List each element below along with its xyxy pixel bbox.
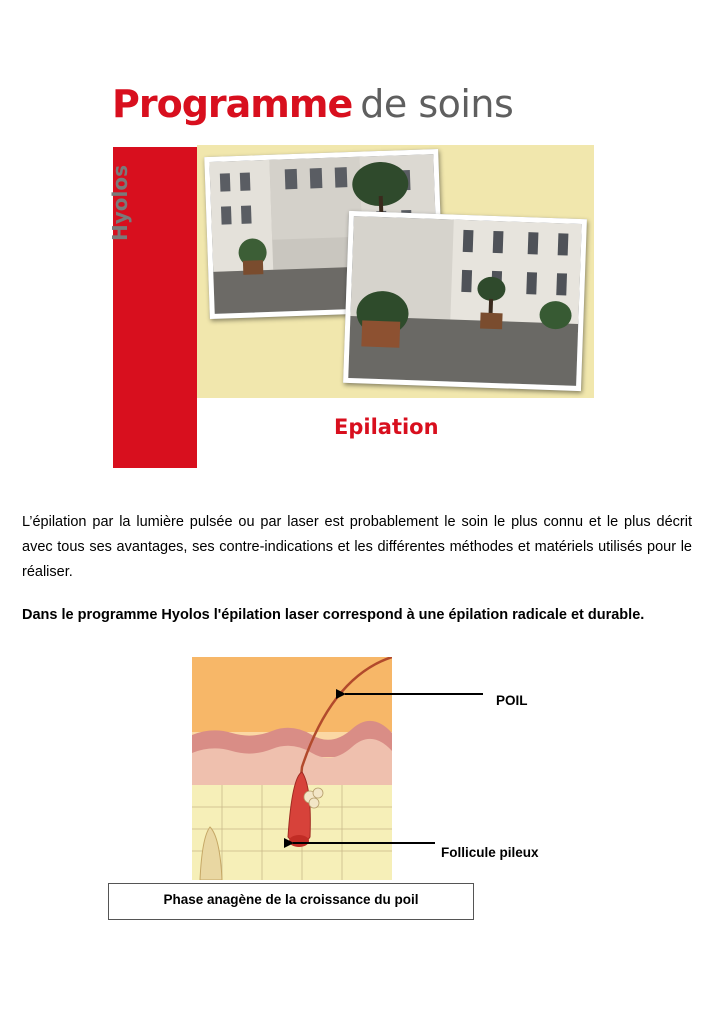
brand-vertical-label: Hyolos (108, 164, 132, 241)
follicle-label: Follicule pileux (441, 845, 539, 860)
banner-title-light: de soins (360, 82, 514, 126)
header-banner (108, 82, 594, 470)
banner-title-strong: Programme (112, 82, 353, 126)
banner-title (112, 82, 514, 126)
intro-paragraph: L’épilation par la lumière pulsée ou par laser est probablement le soin le plus connu et le plus décrit avec tous ses avantages, ses contre-indications et les différentes méthodes et matériels utilisés pour le réaliser. (22, 514, 692, 580)
hair-label: POIL (496, 693, 528, 708)
diagram-caption-box (108, 883, 474, 920)
hair-follicle-diagram (192, 657, 392, 880)
banner-subtitle: Epilation (334, 415, 439, 439)
key-statement: Dans le programme Hyolos l'épilation laser correspond à une épilation radicale et durable. (22, 607, 645, 623)
courtyard-photo-2 (343, 211, 587, 391)
diagram-caption: Phase anagène de la croissance du poil (163, 892, 419, 907)
